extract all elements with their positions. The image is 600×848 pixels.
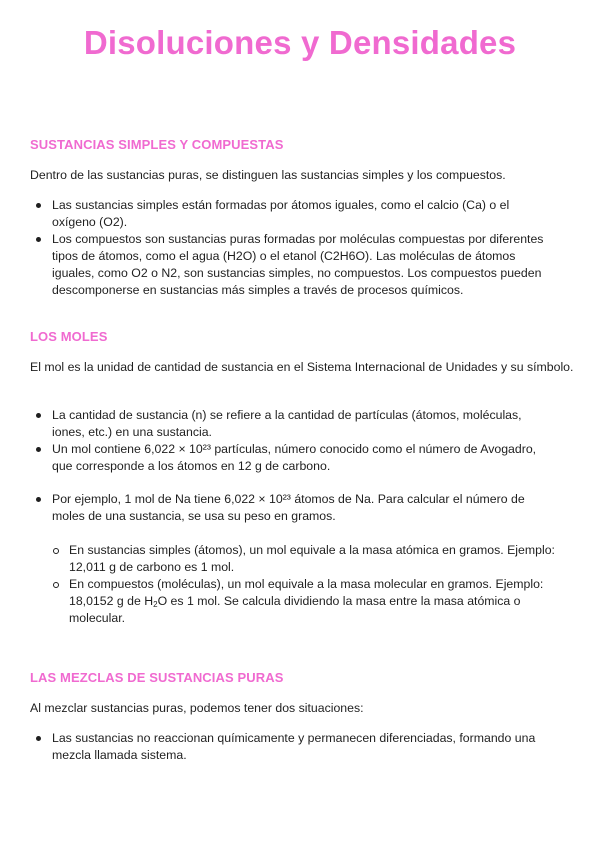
section-heading-mezclas: LAS MEZCLAS DE SUSTANCIAS PURAS [30, 670, 284, 685]
section1-bullet-list [30, 197, 550, 299]
list-item: Por ejemplo, 1 mol de Na tiene 6,022 × 10²³ átomos de Na. Para calcular el número de moles de una sustancia, se usa su peso en gramos. [30, 491, 550, 525]
sub-item-text-after: O es 1 mol. Se calcula dividiendo la masa entre la masa atómica o molecular. [69, 594, 521, 625]
list-item: Los compuestos son sustancias puras formadas por moléculas compuestas por diferentes tipos de átomos, como el agua (H2O) o el etanol (C2H6O). Las moléculas de átomos iguales, como O2 o N2, son sustancias simples, no compuestos. Los compuestos pueden descomponerse en sustancias más simples a través de procesos químicos. [30, 231, 550, 299]
section3-bullet-list [30, 730, 550, 764]
section-heading-simples-compuestas: SUSTANCIAS SIMPLES Y COMPUESTAS [30, 137, 284, 152]
sub-list-item [48, 576, 558, 627]
chem-subscript: 2 [153, 600, 158, 609]
section2-example-list [30, 491, 550, 525]
section-heading-moles: LOS MOLES [30, 329, 108, 344]
section2-bullet-list [30, 407, 550, 475]
sub-item-text-before: En compuestos (moléculas), un mol equivale a la masa molecular en gramos. Ejemplo: 18,0152 g de H [69, 577, 544, 608]
list-item: Las sustancias no reaccionan químicamente y permanecen diferenciadas, formando una mezcla llamada sistema. [30, 730, 550, 764]
section1-intro: Dentro de las sustancias puras, se distinguen las sustancias simples y los compuestos. [30, 168, 506, 182]
list-item: Las sustancias simples están formadas por átomos iguales, como el calcio (Ca) o el oxígeno (O2). [30, 197, 550, 231]
section3-intro: Al mezclar sustancias puras, podemos tener dos situaciones: [30, 701, 364, 715]
sub-list-item: En sustancias simples (átomos), un mol equivale a la masa atómica en gramos. Ejemplo: 12,011 g de carbono es 1 mol. [48, 542, 558, 576]
page-title: Disoluciones y Densidades [83, 24, 517, 61]
list-item: La cantidad de sustancia (n) se refiere a la cantidad de partículas (átomos, moléculas, iones, etc.) en una sustancia. [30, 407, 550, 441]
section2-intro: El mol es la unidad de cantidad de sustancia en el Sistema Internacional de Unidades y su símbolo. [30, 360, 574, 374]
section2-sub-list [48, 542, 558, 627]
list-item: Un mol contiene 6,022 × 10²³ partículas, número conocido como el número de Avogadro, que corresponde a los átomos en 12 g de carbono. [30, 441, 550, 475]
